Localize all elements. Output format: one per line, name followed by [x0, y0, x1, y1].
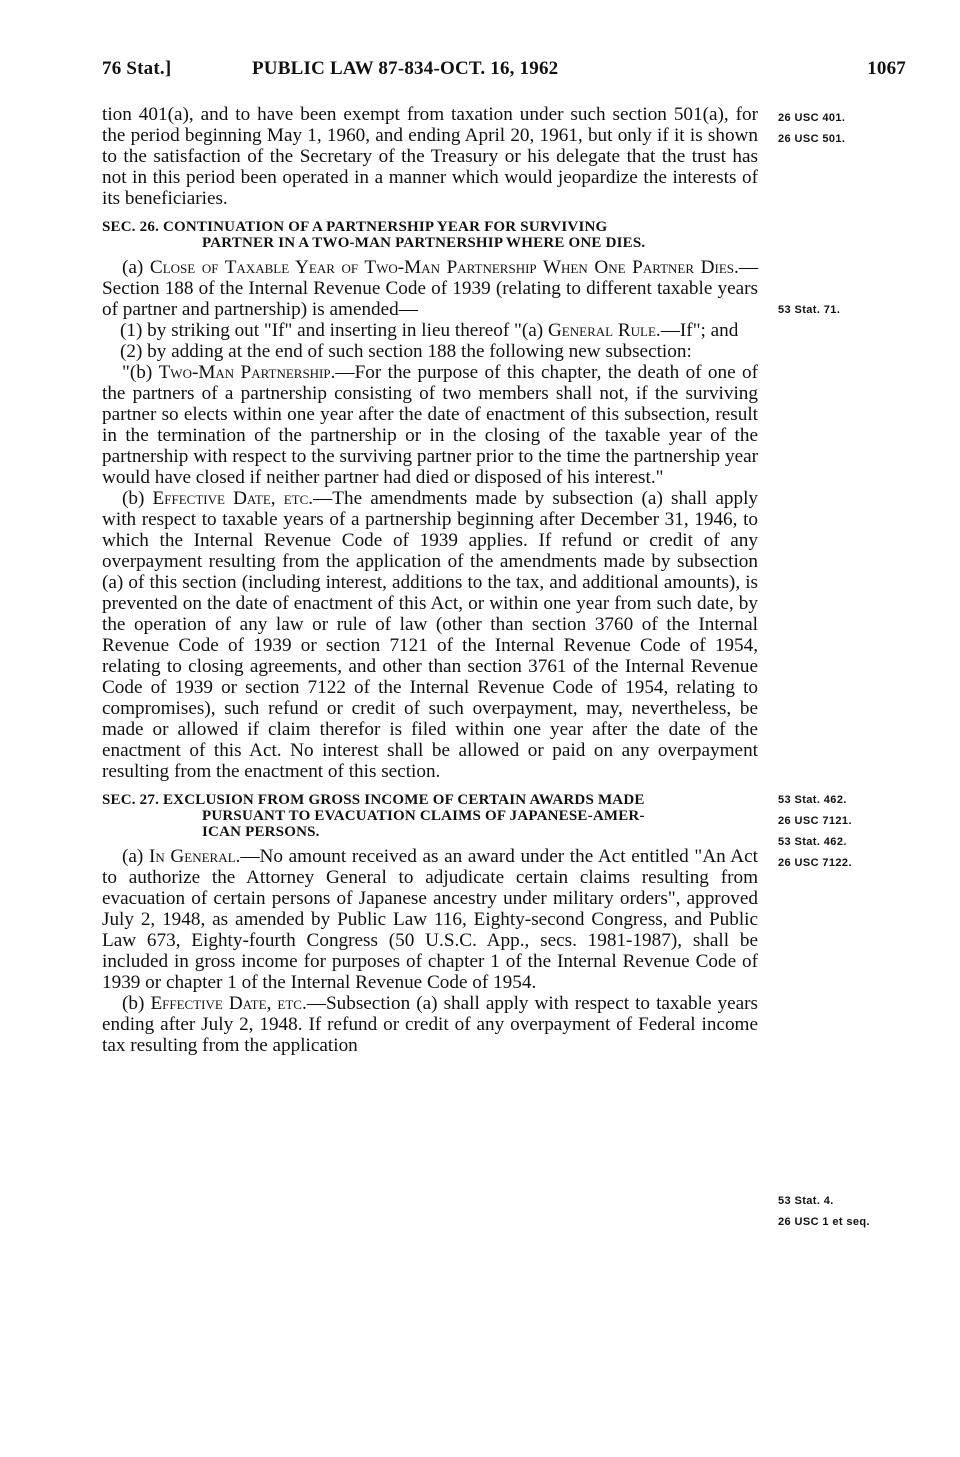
margin-note: 53 Stat. 462.: [778, 794, 847, 806]
margin-note: 26 USC 501.: [778, 133, 846, 145]
section-heading-line: SEC. 27. EXCLUSION FROM GROSS INCOME OF CERTAIN AWARDS MADE: [102, 792, 645, 808]
subsection-heading: Close of Taxable Year of Two-Man Partnership When One Partner Dies.: [149, 257, 739, 278]
section-26-heading: [102, 219, 758, 251]
section-heading-line: SEC. 26. CONTINUATION OF A PARTNERSHIP YEAR FOR SURVIVING: [102, 219, 608, 235]
margin-note: 53 Stat. 462.: [778, 836, 847, 848]
page-number: 1067: [867, 58, 906, 79]
subsection-heading: Two-Man Partnership.: [158, 362, 336, 383]
list-item: (2) by adding at the end of such section 188 the following new subsection:: [120, 341, 692, 362]
list-item-heading: General Rule.: [547, 320, 661, 341]
page-header: [102, 58, 906, 88]
margin-note: 53 Stat. 71.: [778, 304, 841, 316]
subsection-label: (b): [122, 993, 151, 1014]
quoted-subsection: [102, 362, 758, 488]
subsection-a: [102, 846, 758, 993]
section-27-heading: [102, 792, 758, 840]
subsection-heading: In General.: [148, 846, 241, 867]
section-heading-line: ICAN PERSONS.: [202, 824, 320, 840]
subsection-text: —Subsection (a) shall apply with respect to taxable years ending after July 2, 1948. If refund or credit of any overpayment of Federal income tax resulting from the application: [102, 993, 759, 1056]
list-item-text: (1) by striking out "If" and inserting in lieu thereof "(a): [120, 320, 544, 341]
margin-note: 26 USC 7121.: [778, 815, 852, 827]
continuation-paragraph: tion 401(a), and to have been exempt from taxation under such section 501(a), for the period beginning May 1, 1960, and ending April 20, 1961, but only if it is shown to the satisfaction of the Secretary of the Treasury or his delegate that the trust has not in this period been operated in a manner which would jeopardize the interests of its beneficiaries.: [102, 104, 758, 209]
subsection-text: —Section 188 of the Internal Revenue Code of 1939 (relating to different taxable years of partner and partnership) is amended—: [102, 257, 758, 320]
subsection-label: (b): [122, 488, 153, 509]
subsection-a: [102, 257, 758, 320]
section-heading-line: PARTNER IN A TWO-MAN PARTNERSHIP WHERE ONE DIES.: [202, 235, 646, 251]
subsection-label: (a): [122, 257, 150, 278]
subsection-text: —The amendments made by subsection (a) shall apply with respect to taxable years of a partnership beginning after December 31, 1946, to which the Internal Revenue Code of 1939 applies. If refund or credit of any overpayment resulting from the application of the amendments made by subsection (a) of this section (including interest, additions to the tax, and additional amounts), is prevented on the date of enactment of this Act, or within one year from such date, by the operation of any law or rule of law (other than section 3760 of the Internal Revenue Code of 1939 or section 7121 of the Internal Revenue Code of 1954, relating to closing agreements, and other than section 3761 of the Internal Revenue Code of 1939 or section 7122 of the Internal Revenue Code of 1954, relating to compromises), such refund or credit of such overpayment, may, nevertheless, be made or allowed if claim therefor is filed within one year after the date of the enactment of this Act. No interest shall be allowed or paid on any overpayment resulting from the enactment of this section.: [102, 488, 759, 782]
statute-reference: 76 Stat.]: [102, 58, 172, 79]
subsection-b: [102, 993, 758, 1056]
body-text: [102, 104, 758, 1056]
margin-note: 26 USC 7122.: [778, 857, 852, 869]
subsection-label: "(b): [122, 362, 159, 383]
margin-note: 53 Stat. 4.: [778, 1195, 834, 1207]
margin-note: 26 USC 401.: [778, 112, 846, 124]
subsection-heading: Effective Date, etc.: [152, 488, 314, 509]
list-item-text: —If"; and: [660, 320, 739, 341]
running-title: PUBLIC LAW 87-834-OCT. 16, 1962: [252, 58, 559, 79]
section-heading-line: PURSUANT TO EVACUATION CLAIMS OF JAPANESE-AMER-: [202, 808, 645, 824]
margin-note: 26 USC 1 et seq.: [778, 1216, 870, 1228]
subsection-b: [102, 488, 758, 782]
subsection-text: —No amount received as an award under the Act entitled "An Act to authorize the Attorney General to adjudicate certain claims resulting from evacuation of certain persons of Japanese ancestry under military orders", approved July 2, 1948, as amended by Public Law 116, Eighty-second Congress, and Public Law 673, Eighty-fourth Congress (50 U.S.C. App., secs. 1981-1987), shall be included in gross income for purposes of chapter 1 of the Internal Revenue Code of 1939 or chapter 1 of the Internal Revenue Code of 1954.: [102, 846, 759, 993]
subsection-heading: Effective Date, etc.: [150, 993, 307, 1014]
subsection-label: (a): [122, 846, 149, 867]
subsection-text: —For the purpose of this chapter, the death of one of the partners of a partnership consisting of two members shall not, if the surviving partner so elects within one year after the date of enactment of this subsection, result in the termination of the partnership or in the closing of the taxable year of the partnership with respect to the surviving partner prior to the time the partnership year would have closed if neither partner had died or disposed of his interest.": [102, 362, 758, 488]
list-item: [102, 320, 758, 341]
